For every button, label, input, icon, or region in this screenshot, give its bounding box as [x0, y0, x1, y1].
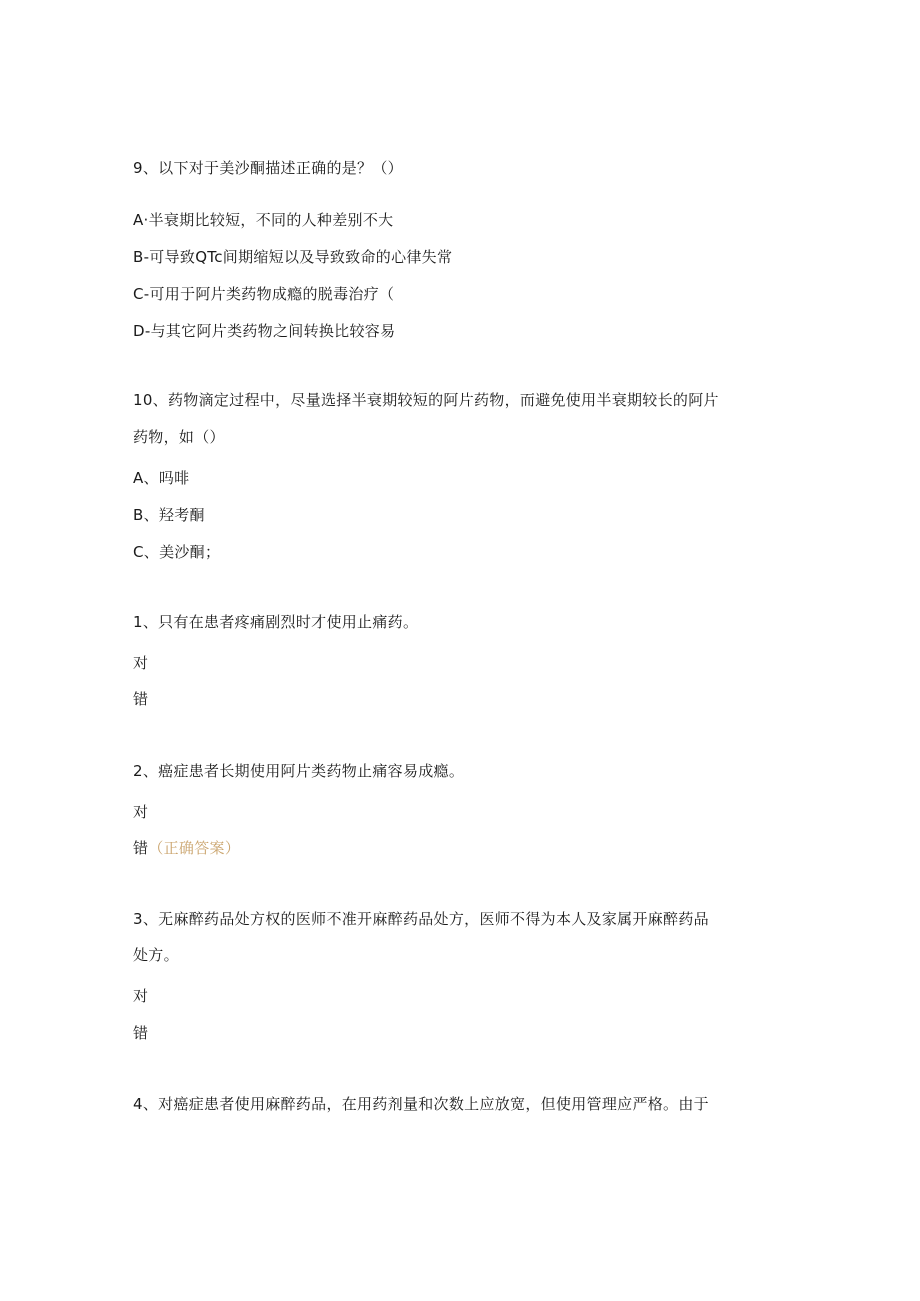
question-10-stem-line-1: 10、药物滴定过程中，尽量选择半衰期较短的阿片药物，而避免使用半衰期较长的阿片 — [133, 391, 719, 409]
tf-question-1-option-false: 错 — [133, 690, 149, 708]
question-9-option-d: D-与其它阿片类药物之间转换比较容易 — [133, 322, 396, 340]
tf-question-4-stem-line-1: 4、对癌症患者使用麻醉药品，在用药剂量和次数上应放宽，但使用管理应严格。由于 — [133, 1095, 709, 1113]
tf-question-2-stem: 2、癌症患者长期使用阿片类药物止痛容易成瘾。 — [133, 762, 465, 780]
tf-question-3-option-false: 错 — [133, 1024, 149, 1042]
question-10-option-c: C、美沙酮； — [133, 543, 221, 561]
tf-question-1-stem: 1、只有在患者疼痛剧烈时才使用止痛药。 — [133, 613, 419, 631]
question-9-stem: 9、以下对于美沙酮描述正确的是？（） — [133, 159, 403, 177]
tf-question-1-option-true: 对 — [133, 654, 149, 672]
tf-question-3-stem-line-2: 处方。 — [133, 946, 179, 964]
tf-question-3-stem-line-1: 3、无麻醉药品处方权的医师不准开麻醉药品处方，医师不得为本人及家属开麻醉药品 — [133, 910, 709, 928]
question-9-option-c: C-可用于阿片类药物成瘾的脱毒治疗（ — [133, 285, 395, 303]
tf-question-2-option-false-row — [133, 838, 240, 858]
correct-answer-note: （正确答案） — [148, 839, 241, 857]
tf-question-2-option-false: 错 — [133, 839, 149, 857]
question-10-option-b: B、羟考酮 — [133, 506, 205, 524]
tf-question-2-option-true: 对 — [133, 803, 149, 821]
question-9-option-b: B-可导致QTc间期缩短以及导致致命的心律失常 — [133, 248, 453, 266]
question-9-option-a: A·半衰期比较短，不同的人种差别不大 — [133, 211, 394, 229]
question-10-stem-line-2: 药物，如（） — [133, 428, 225, 446]
question-10-option-a: A、吗啡 — [133, 469, 190, 487]
tf-question-3-option-true: 对 — [133, 987, 149, 1005]
